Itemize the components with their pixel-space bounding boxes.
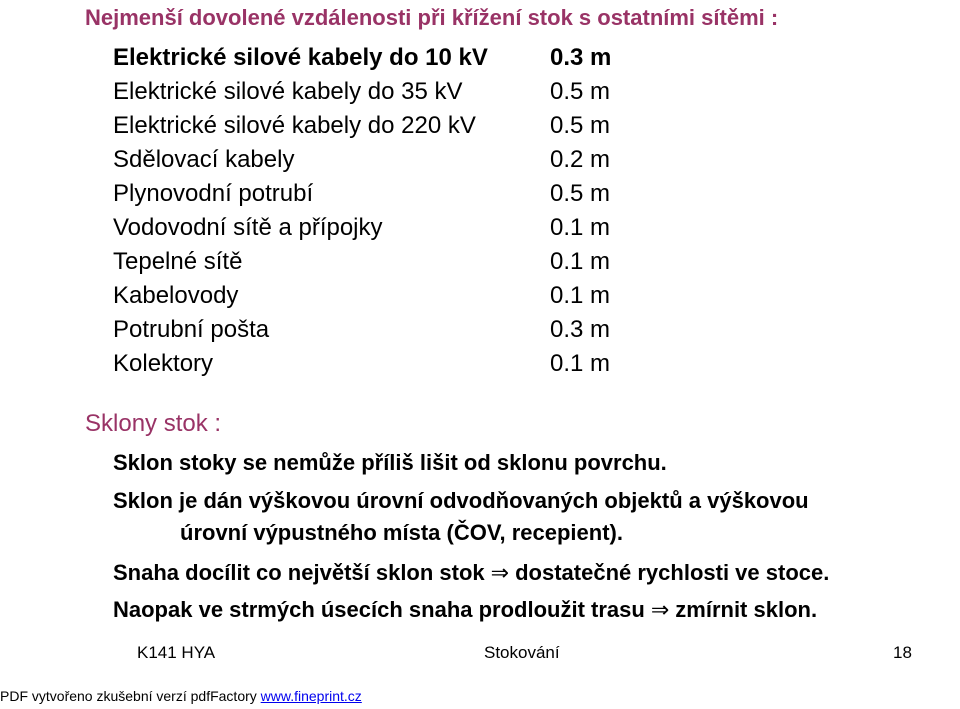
distance-label: Kolektory [113,350,214,377]
footer-course-code: K141 HYA [137,643,216,662]
footer-topic: Stokování [484,643,560,662]
page-title: Nejmenší dovolené vzdálenosti při křížení stok s ostatními sítěmi : [85,5,779,30]
slope-text-3 [113,560,829,586]
distance-row [113,214,633,248]
distance-row [113,78,633,112]
fineprint-link[interactable]: www.fineprint.cz [260,688,362,704]
distance-label: Kabelovody [113,282,239,309]
distance-row [113,180,633,214]
distance-label: Sdělovací kabely [113,146,295,173]
distance-label: Elektrické silové kabely do 10 kV [113,44,488,71]
distance-value: 0.3 m [550,44,612,71]
distance-value: 0.2 m [550,146,611,173]
implies-arrow-icon: ⇒ [650,597,670,622]
distance-row [113,316,633,350]
distance-row [113,44,633,78]
distance-row [113,146,633,180]
distance-value: 0.1 m [550,214,611,241]
pdf-watermark [0,688,362,704]
footer-page-number: 18 [893,643,912,662]
distance-label: Tepelné sítě [113,248,243,275]
slope-text-3-end: dostatečné rychlosti ve stoce. [515,560,830,585]
distance-row [113,112,633,146]
implies-arrow-icon: ⇒ [490,560,510,585]
distance-value: 0.1 m [550,248,611,275]
slope-text-4-end: zmírnit sklon. [675,597,818,622]
slope-text-2-continued: úrovní výpustného místa (ČOV, recepient). [180,520,623,545]
slope-text-2: Sklon je dán výškovou úrovní odvodňovaných objektů a výškovou [113,488,809,513]
slopes-heading: Sklony stok : [85,410,222,437]
slope-text-4-start: Naopak ve strmých úsecích snaha prodloužit trasu [113,597,645,622]
distance-value: 0.1 m [550,350,611,377]
distance-label: Elektrické silové kabely do 35 kV [113,78,463,105]
distance-row [113,248,633,282]
distance-label: Plynovodní potrubí [113,180,314,207]
distance-label: Elektrické silové kabely do 220 kV [113,112,476,139]
distance-label: Potrubní pošta [113,316,270,343]
distance-row [113,350,633,384]
distance-value: 0.3 m [550,316,611,343]
distance-value: 0.1 m [550,282,611,309]
distance-value: 0.5 m [550,112,611,139]
slope-text-3-start: Snaha docílit co největší sklon stok [113,560,485,585]
distance-row [113,282,633,316]
distance-value: 0.5 m [550,78,611,105]
distance-value: 0.5 m [550,180,611,207]
pdf-watermark-text: PDF vytvořeno zkušební verzí pdfFactory [0,688,261,704]
slope-text-4 [113,597,817,623]
slope-text-1: Sklon stoky se nemůže příliš lišit od sklonu povrchu. [113,450,667,475]
distance-label: Vodovodní sítě a přípojky [113,214,383,241]
